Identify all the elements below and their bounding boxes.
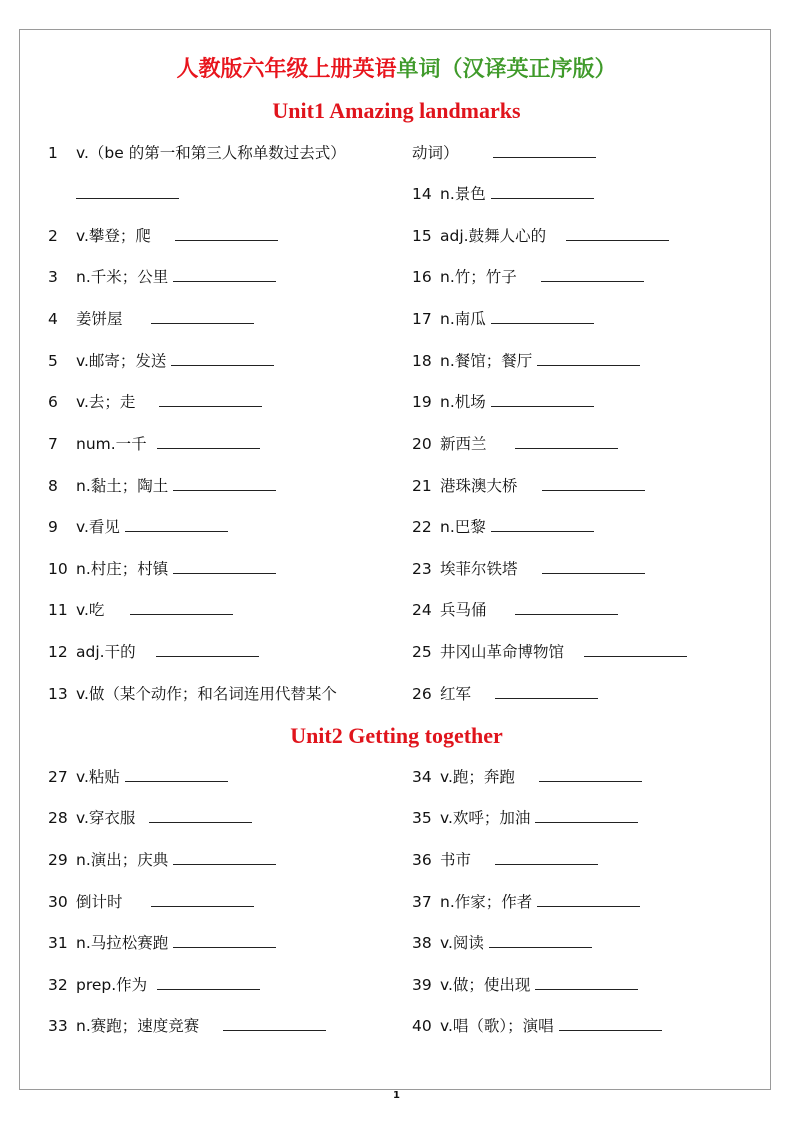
item-number: 40 bbox=[412, 1017, 432, 1035]
vocab-item-31 bbox=[48, 932, 276, 954]
item-prompt: v.跑；奔跑 bbox=[440, 768, 515, 786]
item-number: 33 bbox=[48, 1017, 68, 1035]
item-prompt: v.做；使出现 bbox=[440, 976, 531, 994]
answer-blank[interactable] bbox=[173, 558, 276, 574]
item-prompt: num.一千 bbox=[76, 435, 147, 453]
item-number: 9 bbox=[48, 518, 58, 536]
answer-blank[interactable] bbox=[151, 308, 254, 324]
vocab-item-32 bbox=[48, 974, 260, 996]
vocab-item-37 bbox=[412, 891, 640, 913]
vocab-item-38 bbox=[412, 932, 592, 954]
answer-blank[interactable] bbox=[125, 766, 228, 782]
vocab-item-24 bbox=[412, 599, 618, 621]
item-prompt: n.马拉松赛跑 bbox=[76, 934, 169, 952]
answer-blank[interactable] bbox=[559, 1015, 662, 1031]
item-number: 39 bbox=[412, 976, 432, 994]
answer-blank[interactable] bbox=[173, 475, 276, 491]
answer-blank[interactable] bbox=[489, 932, 592, 948]
item-prompt: prep.作为 bbox=[76, 976, 148, 994]
vocab-item-36 bbox=[412, 849, 598, 871]
item-prompt: v.阅读 bbox=[440, 934, 484, 952]
item-number: 28 bbox=[48, 809, 68, 827]
answer-blank[interactable] bbox=[175, 225, 278, 241]
item-prompt: adj.鼓舞人心的 bbox=[440, 227, 547, 245]
item-number: 2 bbox=[48, 227, 58, 245]
vocab-item-8 bbox=[48, 475, 276, 497]
vocab-item-6 bbox=[48, 391, 262, 413]
item-number: 18 bbox=[412, 352, 432, 370]
answer-blank[interactable] bbox=[491, 183, 594, 199]
vocab-item-35 bbox=[412, 807, 638, 829]
item-prompt: n.巴黎 bbox=[440, 518, 486, 536]
vocab-item-1 bbox=[48, 142, 346, 164]
item-number: 37 bbox=[412, 893, 432, 911]
item-number: 38 bbox=[412, 934, 432, 952]
item-prompt: n.南瓜 bbox=[440, 310, 486, 328]
item-number: 27 bbox=[48, 768, 68, 786]
item-number: 20 bbox=[412, 435, 432, 453]
item-prompt: n.演出；庆典 bbox=[76, 851, 169, 869]
item-prompt: n.机场 bbox=[440, 393, 486, 411]
item-number: 3 bbox=[48, 268, 58, 286]
page-title bbox=[0, 52, 793, 83]
item-prompt: v.粘贴 bbox=[76, 768, 120, 786]
item-prompt: n.作家；作者 bbox=[440, 893, 533, 911]
item-number: 31 bbox=[48, 934, 68, 952]
item-prompt: 红军 bbox=[440, 685, 472, 703]
vocab-item-5 bbox=[48, 350, 274, 372]
item-prompt: 港珠澳大桥 bbox=[440, 477, 518, 495]
item-number: 30 bbox=[48, 893, 68, 911]
vocab-item-40 bbox=[412, 1015, 662, 1037]
vocab-item-25 bbox=[412, 641, 687, 663]
item-number: 21 bbox=[412, 477, 432, 495]
item-number: 11 bbox=[48, 601, 68, 619]
item-number: 29 bbox=[48, 851, 68, 869]
answer-blank[interactable] bbox=[223, 1015, 326, 1031]
answer-blank[interactable] bbox=[157, 974, 260, 990]
item-prompt: 埃菲尔铁塔 bbox=[440, 560, 518, 578]
answer-blank[interactable] bbox=[515, 599, 618, 615]
item-number: 32 bbox=[48, 976, 68, 994]
item-number: 22 bbox=[412, 518, 432, 536]
answer-blank[interactable] bbox=[173, 849, 276, 865]
item-prompt: adj.干的 bbox=[76, 643, 136, 661]
item-prompt: 姜饼屋 bbox=[76, 310, 123, 328]
item-number: 26 bbox=[412, 685, 432, 703]
item-number: 25 bbox=[412, 643, 432, 661]
unit1-heading: Unit1 Amazing landmarks bbox=[272, 98, 521, 123]
item-prompt: v.去；走 bbox=[76, 393, 136, 411]
answer-blank[interactable] bbox=[159, 391, 262, 407]
item-number: 15 bbox=[412, 227, 432, 245]
vocab-item-22 bbox=[412, 516, 594, 538]
vocab-item-27 bbox=[48, 766, 228, 788]
answer-blank[interactable] bbox=[125, 516, 228, 532]
vocab-item-20 bbox=[412, 433, 618, 455]
vocab-item-13-continued bbox=[412, 142, 596, 164]
vocab-item-4 bbox=[48, 308, 254, 330]
item-prompt: v.攀登；爬 bbox=[76, 227, 151, 245]
answer-blank[interactable] bbox=[542, 558, 645, 574]
answer-blank[interactable] bbox=[515, 433, 618, 449]
item-prompt: n.黏土；陶土 bbox=[76, 477, 169, 495]
answer-blank[interactable] bbox=[541, 266, 644, 282]
item-number: 17 bbox=[412, 310, 432, 328]
item-prompt: v.邮寄；发送 bbox=[76, 352, 167, 370]
answer-blank[interactable] bbox=[535, 807, 638, 823]
answer-blank[interactable] bbox=[584, 641, 687, 657]
item-number: 7 bbox=[48, 435, 58, 453]
item-prompt: 书市 bbox=[440, 851, 472, 869]
vocab-item-13 bbox=[48, 683, 337, 705]
item-number: 24 bbox=[412, 601, 432, 619]
answer-blank[interactable] bbox=[491, 308, 594, 324]
item-prompt: 倒计时 bbox=[76, 893, 123, 911]
vocab-item-23 bbox=[412, 558, 645, 580]
answer-blank[interactable] bbox=[173, 266, 276, 282]
answer-blank[interactable] bbox=[156, 641, 259, 657]
item-number: 36 bbox=[412, 851, 432, 869]
item-prompt: n.村庄；村镇 bbox=[76, 560, 169, 578]
item-prompt: n.千米；公里 bbox=[76, 268, 169, 286]
item-prompt: n.餐馆；餐厅 bbox=[440, 352, 533, 370]
item-number: 5 bbox=[48, 352, 58, 370]
answer-blank[interactable] bbox=[493, 142, 596, 158]
item-prompt: v.欢呼；加油 bbox=[440, 809, 531, 827]
vocab-item-16 bbox=[412, 266, 644, 288]
item-number: 13 bbox=[48, 685, 68, 703]
answer-blank[interactable] bbox=[537, 891, 640, 907]
answer-blank[interactable] bbox=[151, 891, 254, 907]
answer-blank[interactable] bbox=[495, 683, 598, 699]
item-prompt: v.做（某个动作；和名词连用代替某个 bbox=[76, 685, 337, 703]
item-number: 19 bbox=[412, 393, 432, 411]
vocab-item-17 bbox=[412, 308, 594, 330]
unit2-heading: Unit2 Getting together bbox=[290, 723, 503, 748]
item-prompt: 新西兰 bbox=[440, 435, 487, 453]
vocab-item-33 bbox=[48, 1015, 326, 1037]
item-number: 10 bbox=[48, 560, 68, 578]
answer-blank-1[interactable] bbox=[76, 183, 179, 205]
answer-blank[interactable] bbox=[539, 766, 642, 782]
answer-blank[interactable] bbox=[157, 433, 260, 449]
vocab-item-7 bbox=[48, 433, 260, 455]
vocab-item-10 bbox=[48, 558, 276, 580]
item-number: 1 bbox=[48, 144, 58, 162]
vocab-item-26 bbox=[412, 683, 598, 705]
title-part-red: 人教版六年级上册英语 bbox=[176, 56, 397, 81]
vocab-item-2 bbox=[48, 225, 278, 247]
item-prompt: v.吃 bbox=[76, 601, 105, 619]
item-prompt: n.景色 bbox=[440, 185, 486, 203]
item-prompt: 井冈山革命博物馆 bbox=[440, 643, 565, 661]
vocab-item-19 bbox=[412, 391, 594, 413]
vocab-item-29 bbox=[48, 849, 276, 871]
vocab-item-12 bbox=[48, 641, 259, 663]
vocab-item-39 bbox=[412, 974, 638, 996]
item-prompt: 动词） bbox=[412, 144, 459, 162]
item-prompt: v.穿衣服 bbox=[76, 809, 136, 827]
item-number: 8 bbox=[48, 477, 58, 495]
item-prompt: 兵马俑 bbox=[440, 601, 487, 619]
vocab-item-34 bbox=[412, 766, 642, 788]
item-number: 14 bbox=[412, 185, 432, 203]
answer-blank[interactable] bbox=[130, 599, 233, 615]
item-number: 23 bbox=[412, 560, 432, 578]
answer-blank[interactable] bbox=[149, 807, 252, 823]
vocab-item-28 bbox=[48, 807, 252, 829]
item-prompt: v.唱（歌）；演唱 bbox=[440, 1017, 554, 1035]
title-part-green: 单词（汉译英正序版） bbox=[396, 56, 617, 81]
answer-blank[interactable] bbox=[535, 974, 638, 990]
answer-blank[interactable] bbox=[171, 350, 274, 366]
vocab-item-11 bbox=[48, 599, 233, 621]
answer-blank[interactable] bbox=[76, 183, 179, 199]
page-number: 1 bbox=[393, 1090, 400, 1101]
item-number: 34 bbox=[412, 768, 432, 786]
vocab-item-9 bbox=[48, 516, 228, 538]
item-prompt: n.竹；竹子 bbox=[440, 268, 517, 286]
vocab-item-15 bbox=[412, 225, 669, 247]
answer-blank[interactable] bbox=[495, 849, 598, 865]
answer-blank[interactable] bbox=[537, 350, 640, 366]
vocab-item-3 bbox=[48, 266, 276, 288]
item-number: 16 bbox=[412, 268, 432, 286]
vocab-item-18 bbox=[412, 350, 640, 372]
item-prompt: n.赛跑；速度竞赛 bbox=[76, 1017, 200, 1035]
answer-blank[interactable] bbox=[491, 391, 594, 407]
vocab-item-21 bbox=[412, 475, 645, 497]
item-prompt: v.（be 的第一和第三人称单数过去式） bbox=[76, 144, 346, 162]
item-number: 4 bbox=[48, 310, 58, 328]
vocab-item-14 bbox=[412, 183, 594, 205]
answer-blank[interactable] bbox=[491, 516, 594, 532]
item-number: 6 bbox=[48, 393, 58, 411]
item-prompt: v.看见 bbox=[76, 518, 120, 536]
vocab-item-30 bbox=[48, 891, 254, 913]
answer-blank[interactable] bbox=[542, 475, 645, 491]
answer-blank[interactable] bbox=[173, 932, 276, 948]
item-number: 12 bbox=[48, 643, 68, 661]
answer-blank[interactable] bbox=[566, 225, 669, 241]
item-number: 35 bbox=[412, 809, 432, 827]
